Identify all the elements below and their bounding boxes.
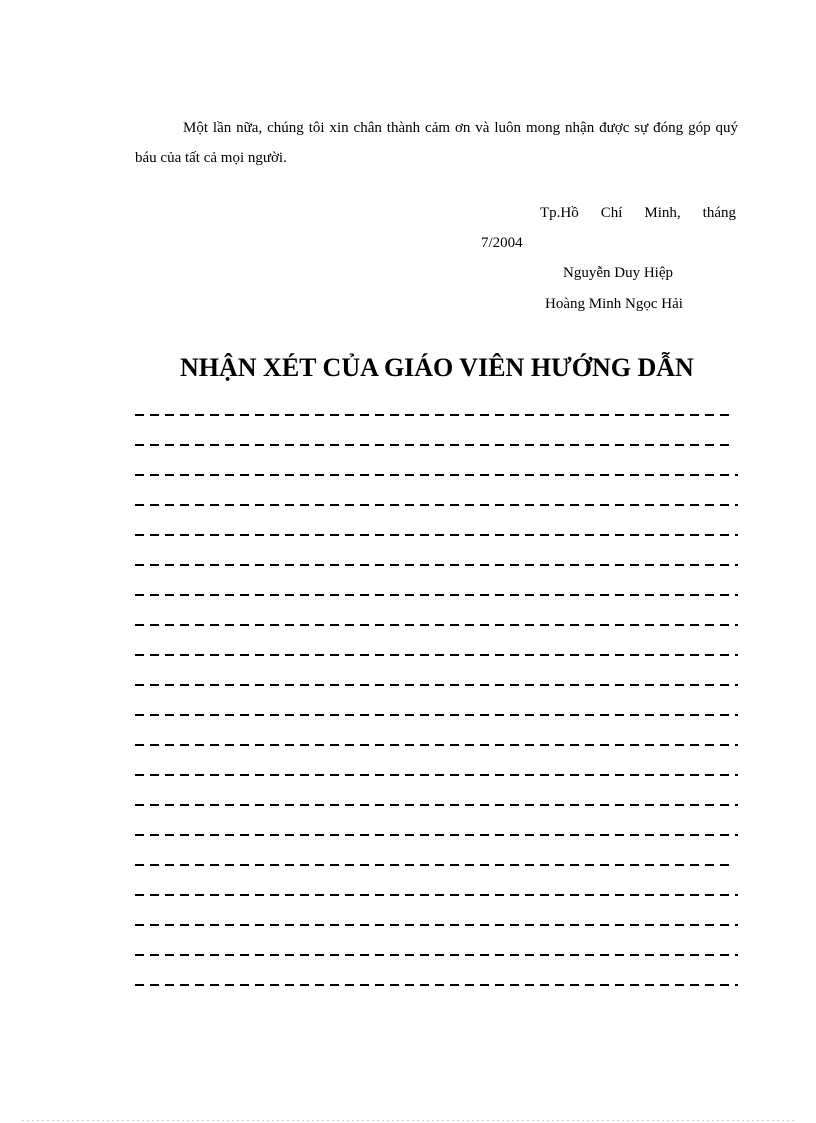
blank-comment-line [135, 714, 738, 716]
author-name: Hoàng Minh Ngọc Hải [545, 296, 683, 312]
blank-comment-line [135, 564, 738, 566]
blank-comment-line [135, 954, 738, 956]
blank-comment-line [135, 474, 738, 476]
blank-comment-line [135, 894, 738, 896]
blank-comment-line [135, 504, 738, 506]
blank-comment-line [135, 684, 738, 686]
blank-comment-line [135, 444, 732, 446]
blank-comment-line [135, 594, 738, 596]
page-bottom-divider [22, 1120, 794, 1121]
blank-comment-line [135, 834, 738, 836]
author-name: Nguyễn Duy Hiệp [563, 265, 673, 281]
supervisor-comments-heading: NHẬN XÉT CỦA GIÁO VIÊN HƯỚNG DẪN [180, 353, 694, 382]
date-year: 7/2004 [481, 235, 523, 251]
blank-comment-line [135, 414, 732, 416]
blank-comment-line [135, 744, 738, 746]
blank-comment-line [135, 774, 738, 776]
blank-comment-line [135, 534, 738, 536]
blank-comment-line [135, 924, 738, 926]
blank-comment-line [135, 804, 738, 806]
blank-comment-line [135, 984, 738, 986]
closing-paragraph: Một lần nữa, chúng tôi xin chân thành cảm ơn và luôn mong nhận được sự đóng góp quý báu của tất cả mọi người. [135, 120, 738, 166]
place-date: Tp.Hồ Chí Minh, tháng [540, 205, 736, 221]
blank-comment-line [135, 654, 738, 656]
blank-comment-line [135, 624, 738, 626]
blank-comment-line [135, 864, 732, 866]
